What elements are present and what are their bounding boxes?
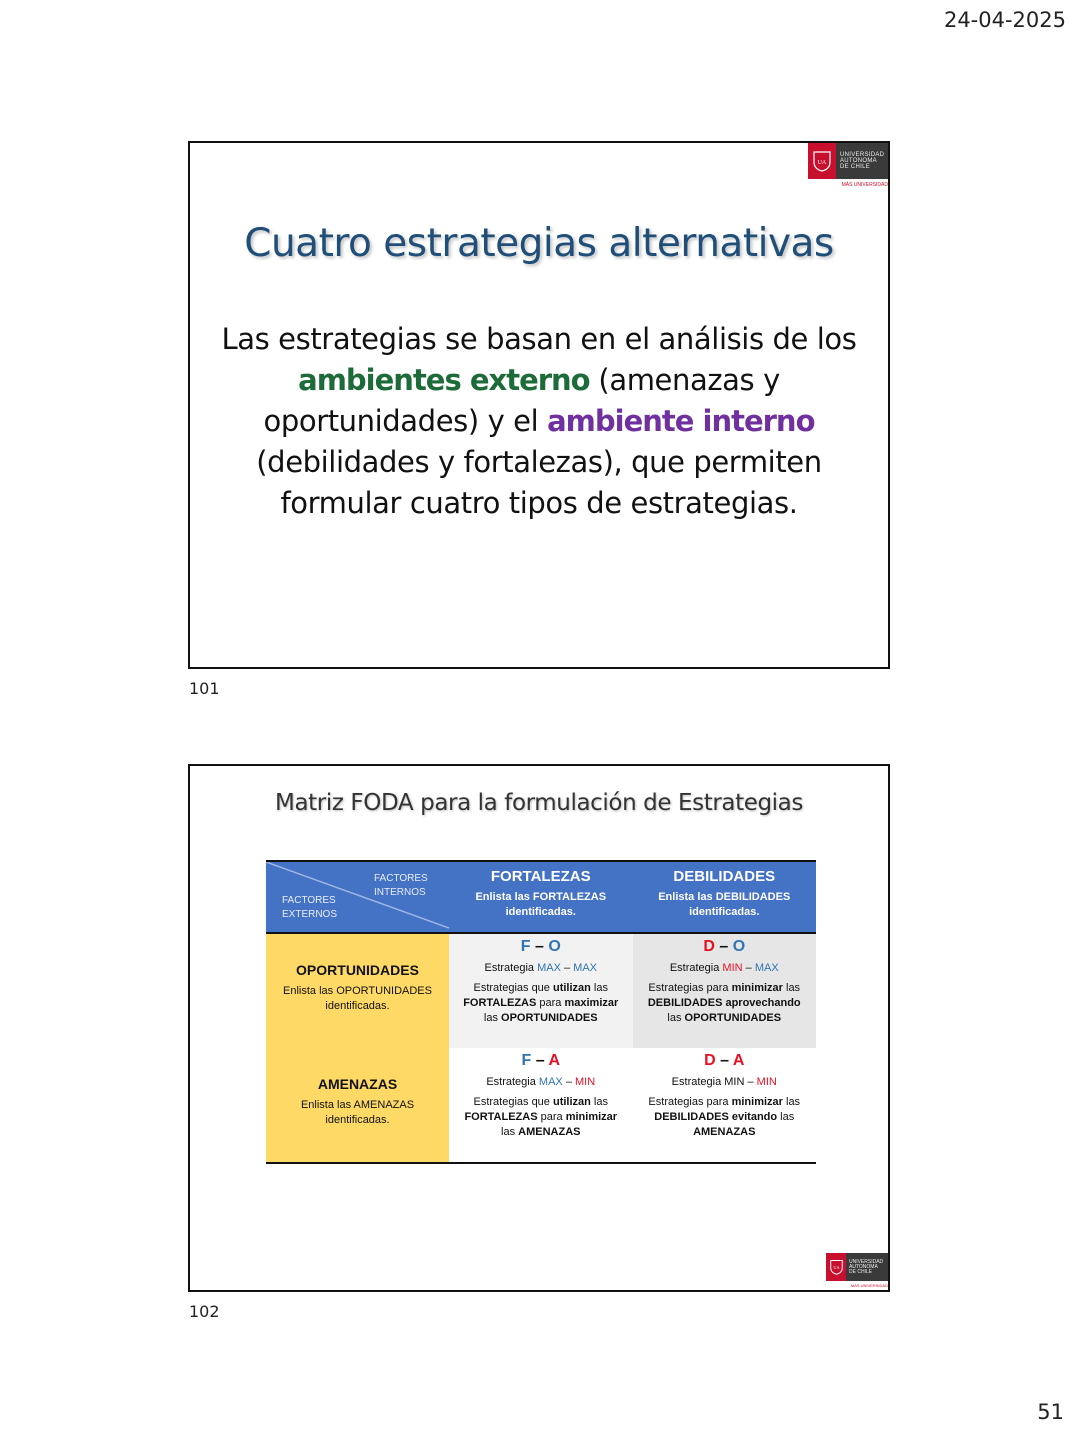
matrix-row-oportunidades bbox=[449, 934, 816, 1048]
external-factors-label: FACTORES EXTERNOS bbox=[282, 895, 338, 920]
shield-icon bbox=[826, 1253, 846, 1281]
slide-number: 102 bbox=[189, 1302, 220, 1321]
shield-icon bbox=[808, 143, 836, 179]
page-number: 51 bbox=[1037, 1400, 1064, 1424]
highlight-external-environment: ambientes externo bbox=[298, 363, 590, 397]
slide-body-text bbox=[220, 319, 858, 524]
cell-fo-strategy: F – O Estrategia MAX – MAX Estrategias que utilizan las FORTALEZAS para maximizar las OPORTUNIDADES bbox=[449, 934, 633, 1048]
university-logo bbox=[826, 1253, 888, 1290]
cell-do-strategy: D – O Estrategia MIN – MAX Estrategias para minimizar las DEBILIDADES aprovechando las OPORTUNIDADES bbox=[647, 938, 801, 1024]
column-header-fortalezas: FORTALEZAS Enlista las FORTALEZAS identificadas. bbox=[475, 868, 607, 918]
matrix-row-amenazas bbox=[449, 1048, 816, 1162]
logo-line-2: AUTONOMA bbox=[849, 1263, 878, 1270]
university-logo bbox=[808, 143, 888, 188]
internal-factors-label: FACTORES INTERNOS bbox=[374, 873, 428, 898]
cell-fa-strategy: F – A Estrategia MAX – MIN Estrategias que utilizan las FORTALEZAS para minimizar las AMENAZAS bbox=[464, 1052, 618, 1138]
page-date: 24-04-2025 bbox=[943, 8, 1066, 32]
logo-line-2: AUTONOMA bbox=[840, 158, 877, 164]
slide-102 bbox=[188, 764, 890, 1292]
body-text-part: (amenazas y oportunidades) y el bbox=[263, 363, 780, 438]
body-text-part: Las estrategias se basan en el análisis de los bbox=[221, 322, 857, 356]
logo-line-1: UNIVERSIDAD bbox=[840, 152, 885, 158]
svg-text:UA: UA bbox=[817, 160, 827, 166]
column-header-debilidades: DEBILIDADES Enlista las DEBILIDADES identificadas. bbox=[658, 868, 791, 918]
slide-number: 101 bbox=[189, 679, 220, 698]
slide-101 bbox=[188, 141, 890, 669]
cell-da-strategy: D – A Estrategia MIN – MIN Estrategias para minimizar las DEBILIDADES evitando las AMENAZAS bbox=[648, 1052, 801, 1138]
matrix-header-row bbox=[266, 860, 816, 934]
logo-tagline: MÁS UNIVERSIDAD bbox=[841, 182, 888, 188]
logo-line-3: DE CHILE bbox=[840, 164, 871, 170]
highlight-internal-environment: ambiente interno bbox=[547, 404, 815, 438]
row-header-amenazas: AMENAZAS Enlista las AMENAZAS identificadas. bbox=[300, 1076, 415, 1126]
logo-line-1: UNIVERSIDAD bbox=[849, 1258, 884, 1265]
matrix-corner-cell bbox=[266, 862, 449, 932]
foda-matrix bbox=[266, 860, 816, 1164]
row-header-oportunidades: OPORTUNIDADES Enlista las OPORTUNIDADES identificadas. bbox=[283, 962, 432, 1012]
matrix-body bbox=[266, 934, 816, 1164]
svg-text:UA: UA bbox=[832, 1265, 840, 1271]
body-text-part: (debilidades y fortalezas), que permiten formular cuatro tipos de estrategias. bbox=[256, 445, 822, 520]
row-headers bbox=[266, 934, 449, 1162]
logo-line-3: DE CHILE bbox=[849, 1268, 873, 1275]
logo-tagline: MÁS UNIVERSIDAD bbox=[850, 1283, 888, 1288]
slide-title: Cuatro estrategias alternativas bbox=[244, 221, 834, 266]
slide-title: Matriz FODA para la formulación de Estrategias bbox=[275, 790, 803, 816]
